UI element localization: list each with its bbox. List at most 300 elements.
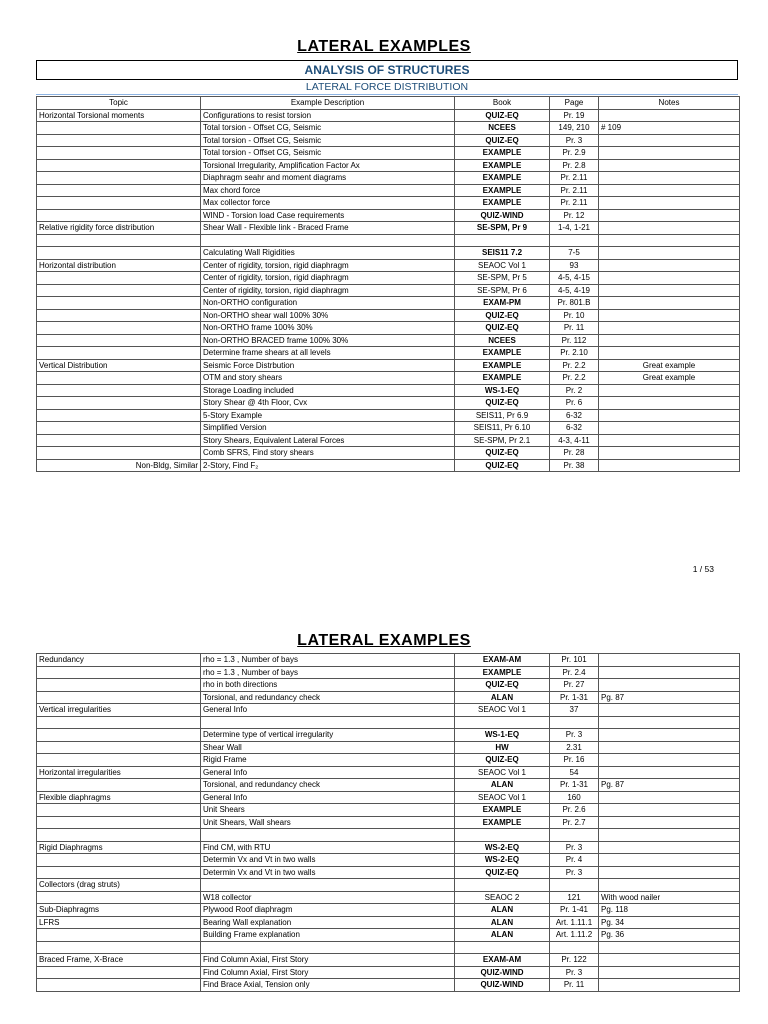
description-cell: Total torsion - Offset CG, Seismic	[201, 147, 455, 160]
notes-cell	[599, 297, 740, 310]
description-cell: Max collector force	[201, 197, 455, 210]
topic-cell: Horizontal irregularities	[37, 766, 201, 779]
book-cell: EXAMPLE	[455, 816, 550, 829]
table-row	[37, 966, 740, 979]
book-cell: ALAN	[455, 916, 550, 929]
description-cell: Total torsion - Offset CG, Seismic	[201, 134, 455, 147]
description-cell: Total torsion - Offset CG, Seismic	[201, 122, 455, 135]
table-row	[37, 409, 740, 422]
page-cell: Pr. 801.B	[550, 297, 599, 310]
notes-cell	[599, 284, 740, 297]
notes-cell	[599, 134, 740, 147]
description-cell	[201, 716, 455, 729]
book-cell: EXAMPLE	[455, 159, 550, 172]
notes-cell: Pg. 36	[599, 929, 740, 942]
page-cell: 2.31	[550, 741, 599, 754]
notes-cell	[599, 679, 740, 692]
page-cell: 160	[550, 791, 599, 804]
description-cell: Shear Wall	[201, 741, 455, 754]
book-cell: QUIZ-EQ	[455, 754, 550, 767]
topic-cell	[37, 184, 201, 197]
topic-cell	[37, 372, 201, 385]
table-row	[37, 222, 740, 235]
table-row	[37, 234, 740, 247]
description-cell: rho in both directions	[201, 679, 455, 692]
notes-cell	[599, 159, 740, 172]
notes-cell	[599, 434, 740, 447]
topic-cell	[37, 159, 201, 172]
description-cell: Find Brace Axial, Tension only	[201, 979, 455, 992]
topic-cell	[37, 322, 201, 335]
description-cell: Story Shear @ 4th Floor, Cvx	[201, 397, 455, 410]
book-cell: QUIZ-WIND	[455, 979, 550, 992]
page-cell: Pr. 2.2	[550, 372, 599, 385]
topic-cell: LFRS	[37, 916, 201, 929]
description-cell: 5-Story Example	[201, 409, 455, 422]
topic-cell	[37, 284, 201, 297]
table-row	[37, 704, 740, 717]
table-row	[37, 754, 740, 767]
book-cell: QUIZ-WIND	[455, 966, 550, 979]
notes-cell	[599, 941, 740, 954]
notes-cell	[599, 272, 740, 285]
notes-cell	[599, 854, 740, 867]
topic-cell: Vertical Distribution	[37, 359, 201, 372]
book-cell: EXAMPLE	[455, 666, 550, 679]
page-cell: Pr. 16	[550, 754, 599, 767]
notes-cell	[599, 147, 740, 160]
book-cell	[455, 879, 550, 892]
notes-cell	[599, 309, 740, 322]
table-row	[37, 259, 740, 272]
page-cell: Pr. 1-31	[550, 779, 599, 792]
book-cell: SEAOC Vol 1	[455, 791, 550, 804]
notes-cell: Pg. 118	[599, 904, 740, 917]
notes-cell	[599, 841, 740, 854]
page-cell: Pr. 11	[550, 979, 599, 992]
topic-cell	[37, 197, 201, 210]
topic-cell	[37, 347, 201, 360]
book-cell: QUIZ-WIND	[455, 209, 550, 222]
topic-cell	[37, 816, 201, 829]
page-cell: Pr. 2.8	[550, 159, 599, 172]
table-row	[37, 691, 740, 704]
description-cell: OTM and story shears	[201, 372, 455, 385]
topic-cell	[37, 384, 201, 397]
table-row	[37, 804, 740, 817]
topic-cell	[37, 422, 201, 435]
description-cell	[201, 941, 455, 954]
table-row	[37, 779, 740, 792]
table-row	[37, 654, 740, 667]
topic-cell	[37, 779, 201, 792]
topic-cell	[37, 309, 201, 322]
topic-cell: Collectors (drag struts)	[37, 879, 201, 892]
topic-cell	[37, 941, 201, 954]
topic-cell	[37, 666, 201, 679]
table-row	[37, 422, 740, 435]
notes-cell	[599, 347, 740, 360]
table-row	[37, 459, 740, 472]
notes-cell: Pg. 87	[599, 691, 740, 704]
table-row	[37, 122, 740, 135]
description-cell: Simplified Version	[201, 422, 455, 435]
topic-cell	[37, 209, 201, 222]
topic-cell	[37, 966, 201, 979]
book-cell: SE-SPM, Pr 6	[455, 284, 550, 297]
page-cell: Pr. 2.2	[550, 359, 599, 372]
page-cell: Pr. 10	[550, 309, 599, 322]
topic-cell: Redundancy	[37, 654, 201, 667]
notes-cell	[599, 804, 740, 817]
table-row	[37, 109, 740, 122]
page-title: LATERAL EXAMPLES	[297, 38, 471, 55]
header-topic: Topic	[37, 97, 201, 110]
page-cell: Pr. 2.9	[550, 147, 599, 160]
notes-cell: With wood nailer	[599, 891, 740, 904]
book-cell: QUIZ-EQ	[455, 447, 550, 460]
topic-cell	[37, 679, 201, 692]
table-row	[37, 134, 740, 147]
description-cell: Center of rigidity, torsion, rigid diaphragm	[201, 259, 455, 272]
topic-cell: Relative rigidity force distribution	[37, 222, 201, 235]
table-row	[37, 434, 740, 447]
topic-cell	[37, 247, 201, 260]
description-cell: Find Column Axial, First Story	[201, 954, 455, 967]
page-cell: 6-32	[550, 409, 599, 422]
table-row	[37, 729, 740, 742]
description-cell: Determine type of vertical irregularity	[201, 729, 455, 742]
page-cell: Pr. 112	[550, 334, 599, 347]
table-row	[37, 197, 740, 210]
book-cell: EXAMPLE	[455, 347, 550, 360]
topic-cell	[37, 829, 201, 842]
book-cell: EXAMPLE	[455, 147, 550, 160]
table-row	[37, 309, 740, 322]
notes-cell	[599, 866, 740, 879]
book-cell: QUIZ-EQ	[455, 322, 550, 335]
table-row	[37, 284, 740, 297]
notes-cell	[599, 234, 740, 247]
page-cell: Art. 1.11.1	[550, 916, 599, 929]
notes-cell	[599, 247, 740, 260]
description-cell: Determine frame shears at all levels	[201, 347, 455, 360]
notes-cell	[599, 259, 740, 272]
book-cell: SE-SPM, Pr 9	[455, 222, 550, 235]
header-description: Example Description	[201, 97, 455, 110]
notes-cell	[599, 222, 740, 235]
notes-cell	[599, 409, 740, 422]
book-cell: SEAOC Vol 1	[455, 704, 550, 717]
description-cell: Diaphragm seahr and moment diagrams	[201, 172, 455, 185]
topic-cell	[37, 741, 201, 754]
table-row	[37, 184, 740, 197]
table-row	[37, 384, 740, 397]
description-cell	[201, 829, 455, 842]
topic-cell	[37, 447, 201, 460]
description-cell: General Info	[201, 791, 455, 804]
topic-cell	[37, 804, 201, 817]
description-cell: Non-ORTHO configuration	[201, 297, 455, 310]
book-cell: EXAM-AM	[455, 654, 550, 667]
notes-cell: Pg. 34	[599, 916, 740, 929]
description-cell: Torsional Irregularity, Amplification Factor Ax	[201, 159, 455, 172]
description-cell: Center of rigidity, torsion, rigid diaphragm	[201, 272, 455, 285]
table-row	[37, 716, 740, 729]
page-cell: 7-5	[550, 247, 599, 260]
description-cell: Find CM, with RTU	[201, 841, 455, 854]
topic-cell	[37, 172, 201, 185]
notes-cell	[599, 184, 740, 197]
table-row	[37, 447, 740, 460]
topic-cell: Vertical irregularities	[37, 704, 201, 717]
description-cell: rho = 1.3 , Number of bays	[201, 666, 455, 679]
page-cell	[550, 716, 599, 729]
description-cell: Determin Vx and Vt in two walls	[201, 866, 455, 879]
book-cell: ALAN	[455, 691, 550, 704]
topic-cell	[37, 729, 201, 742]
table-row	[37, 172, 740, 185]
topic-cell	[37, 434, 201, 447]
book-cell: EXAM-PM	[455, 297, 550, 310]
book-cell: EXAMPLE	[455, 172, 550, 185]
table-row	[37, 322, 740, 335]
notes-cell	[599, 334, 740, 347]
page-cell: 1-4, 1-21	[550, 222, 599, 235]
table-row	[37, 816, 740, 829]
table-row	[37, 841, 740, 854]
page-cell: Pr. 3	[550, 866, 599, 879]
book-cell: WS-1-EQ	[455, 384, 550, 397]
book-cell: EXAMPLE	[455, 372, 550, 385]
notes-cell	[599, 816, 740, 829]
book-cell: EXAMPLE	[455, 184, 550, 197]
page-cell	[550, 941, 599, 954]
book-cell: ALAN	[455, 929, 550, 942]
notes-cell	[599, 979, 740, 992]
topic-cell: Flexible diaphragms	[37, 791, 201, 804]
notes-cell: Pg. 87	[599, 779, 740, 792]
page-cell: 54	[550, 766, 599, 779]
page-cell: Pr. 2.4	[550, 666, 599, 679]
topic-cell: Horizontal distribution	[37, 259, 201, 272]
examples-table	[36, 96, 740, 472]
topic-cell	[37, 754, 201, 767]
topic-cell	[37, 297, 201, 310]
description-cell	[201, 234, 455, 247]
examples-table	[36, 653, 740, 992]
description-cell: Determin Vx and Vt in two walls	[201, 854, 455, 867]
topic-cell	[37, 134, 201, 147]
notes-cell	[599, 109, 740, 122]
page-cell: 149, 210	[550, 122, 599, 135]
topic-cell	[37, 716, 201, 729]
page-cell: Pr. 122	[550, 954, 599, 967]
notes-cell	[599, 654, 740, 667]
book-cell: EXAM-AM	[455, 954, 550, 967]
table-row	[37, 879, 740, 892]
notes-cell	[599, 829, 740, 842]
book-cell: QUIZ-EQ	[455, 109, 550, 122]
page-cell: Art. 1.11.2	[550, 929, 599, 942]
table-row	[37, 679, 740, 692]
page-cell: 121	[550, 891, 599, 904]
page-cell: 6-32	[550, 422, 599, 435]
description-cell: Max chord force	[201, 184, 455, 197]
topic-cell: Horizontal Torsional moments	[37, 109, 201, 122]
description-cell: Center of rigidity, torsion, rigid diaphragm	[201, 284, 455, 297]
topic-cell	[37, 147, 201, 160]
page-cell: Pr. 27	[550, 679, 599, 692]
notes-cell	[599, 397, 740, 410]
book-cell: WS-1-EQ	[455, 729, 550, 742]
table-row	[37, 929, 740, 942]
description-cell: Non-ORTHO BRACED frame 100% 30%	[201, 334, 455, 347]
page-cell: 93	[550, 259, 599, 272]
notes-cell	[599, 197, 740, 210]
description-cell: Non-ORTHO frame 100% 30%	[201, 322, 455, 335]
table-row	[37, 666, 740, 679]
book-cell: QUIZ-EQ	[455, 679, 550, 692]
notes-cell	[599, 666, 740, 679]
page-cell: Pr. 3	[550, 729, 599, 742]
table-row	[37, 854, 740, 867]
book-cell	[455, 234, 550, 247]
topic-cell	[37, 691, 201, 704]
book-cell: SEAOC Vol 1	[455, 766, 550, 779]
page-cell: 4-5, 4-15	[550, 272, 599, 285]
book-cell: EXAMPLE	[455, 197, 550, 210]
description-cell: Rigid Frame	[201, 754, 455, 767]
section-banner: ANALYSIS OF STRUCTURES	[36, 60, 738, 80]
description-cell: Comb SFRS, Find story shears	[201, 447, 455, 460]
topic-cell	[37, 866, 201, 879]
notes-cell	[599, 754, 740, 767]
page-cell	[550, 879, 599, 892]
page-cell: Pr. 3	[550, 966, 599, 979]
table-row	[37, 272, 740, 285]
header-notes: Notes	[599, 97, 740, 110]
topic-cell	[37, 409, 201, 422]
table-row	[37, 247, 740, 260]
book-cell: WS-2-EQ	[455, 841, 550, 854]
page-cell: 4-3, 4-11	[550, 434, 599, 447]
book-cell: SEAOC 2	[455, 891, 550, 904]
description-cell: W18 collector	[201, 891, 455, 904]
book-cell	[455, 829, 550, 842]
page-cell	[550, 234, 599, 247]
topic-cell	[37, 929, 201, 942]
table-row	[37, 159, 740, 172]
table-row	[37, 829, 740, 842]
book-cell: QUIZ-EQ	[455, 397, 550, 410]
topic-cell	[37, 979, 201, 992]
description-cell: WIND - Torsion load Case requirements	[201, 209, 455, 222]
topic-cell	[37, 234, 201, 247]
topic-cell	[37, 397, 201, 410]
page-cell: Pr. 12	[550, 209, 599, 222]
table-row	[37, 891, 740, 904]
notes-cell	[599, 459, 740, 472]
description-cell: Torsional, and redundancy check	[201, 779, 455, 792]
notes-cell	[599, 422, 740, 435]
description-cell: Bearing Wall explanation	[201, 916, 455, 929]
table-row	[37, 359, 740, 372]
description-cell: Seismic Force Distrbution	[201, 359, 455, 372]
book-cell: QUIZ-EQ	[455, 309, 550, 322]
description-cell: Non-ORTHO shear wall 100% 30%	[201, 309, 455, 322]
notes-cell	[599, 704, 740, 717]
notes-cell: Great example	[599, 359, 740, 372]
book-cell: QUIZ-EQ	[455, 866, 550, 879]
table-row	[37, 791, 740, 804]
page-cell: Pr. 2.10	[550, 347, 599, 360]
notes-cell	[599, 322, 740, 335]
topic-cell	[37, 122, 201, 135]
page-cell: Pr. 2.7	[550, 816, 599, 829]
description-cell: rho = 1.3 , Number of bays	[201, 654, 455, 667]
page-cell: Pr. 19	[550, 109, 599, 122]
page-cell: Pr. 2.6	[550, 804, 599, 817]
book-cell: SE-SPM, Pr 5	[455, 272, 550, 285]
table-row	[37, 916, 740, 929]
book-cell: SEIS11 7.2	[455, 247, 550, 260]
notes-cell	[599, 966, 740, 979]
topic-cell: Rigid Diaphragms	[37, 841, 201, 854]
book-cell: SEIS11, Pr 6.10	[455, 422, 550, 435]
description-cell: 2-Story, Find F₂	[201, 459, 455, 472]
topic-cell: Sub-Diaphragms	[37, 904, 201, 917]
notes-cell	[599, 741, 740, 754]
header-book: Book	[455, 97, 550, 110]
description-cell: Storage Loading included	[201, 384, 455, 397]
book-cell: HW	[455, 741, 550, 754]
table-row	[37, 147, 740, 160]
page-cell	[550, 829, 599, 842]
page-cell: Pr. 6	[550, 397, 599, 410]
book-cell: SEIS11, Pr 6.9	[455, 409, 550, 422]
table-row	[37, 372, 740, 385]
description-cell: Unit Shears	[201, 804, 455, 817]
topic-cell	[37, 334, 201, 347]
page-cell: Pr. 2	[550, 384, 599, 397]
page-cell: Pr. 1-31	[550, 691, 599, 704]
book-cell	[455, 716, 550, 729]
table-row	[37, 741, 740, 754]
notes-cell	[599, 172, 740, 185]
description-cell: Find Column Axial, First Story	[201, 966, 455, 979]
notes-cell	[599, 729, 740, 742]
table-row	[37, 347, 740, 360]
table-row	[37, 941, 740, 954]
book-cell: SEAOC Vol 1	[455, 259, 550, 272]
book-cell: QUIZ-EQ	[455, 459, 550, 472]
notes-cell	[599, 954, 740, 967]
book-cell: EXAMPLE	[455, 359, 550, 372]
header-page: Page	[550, 97, 599, 110]
page-cell: Pr. 38	[550, 459, 599, 472]
page-number: 1 / 53	[692, 564, 714, 574]
notes-cell: Great example	[599, 372, 740, 385]
table-row	[37, 979, 740, 992]
table-row	[37, 954, 740, 967]
page-cell: Pr. 28	[550, 447, 599, 460]
description-cell: Building Frame explanation	[201, 929, 455, 942]
description-cell: General Info	[201, 704, 455, 717]
description-cell: Plywood Roof diaphragm	[201, 904, 455, 917]
topic-cell: Non-Bldg, Similar	[37, 459, 201, 472]
section-subtitle: LATERAL FORCE DISTRIBUTION	[36, 80, 738, 95]
